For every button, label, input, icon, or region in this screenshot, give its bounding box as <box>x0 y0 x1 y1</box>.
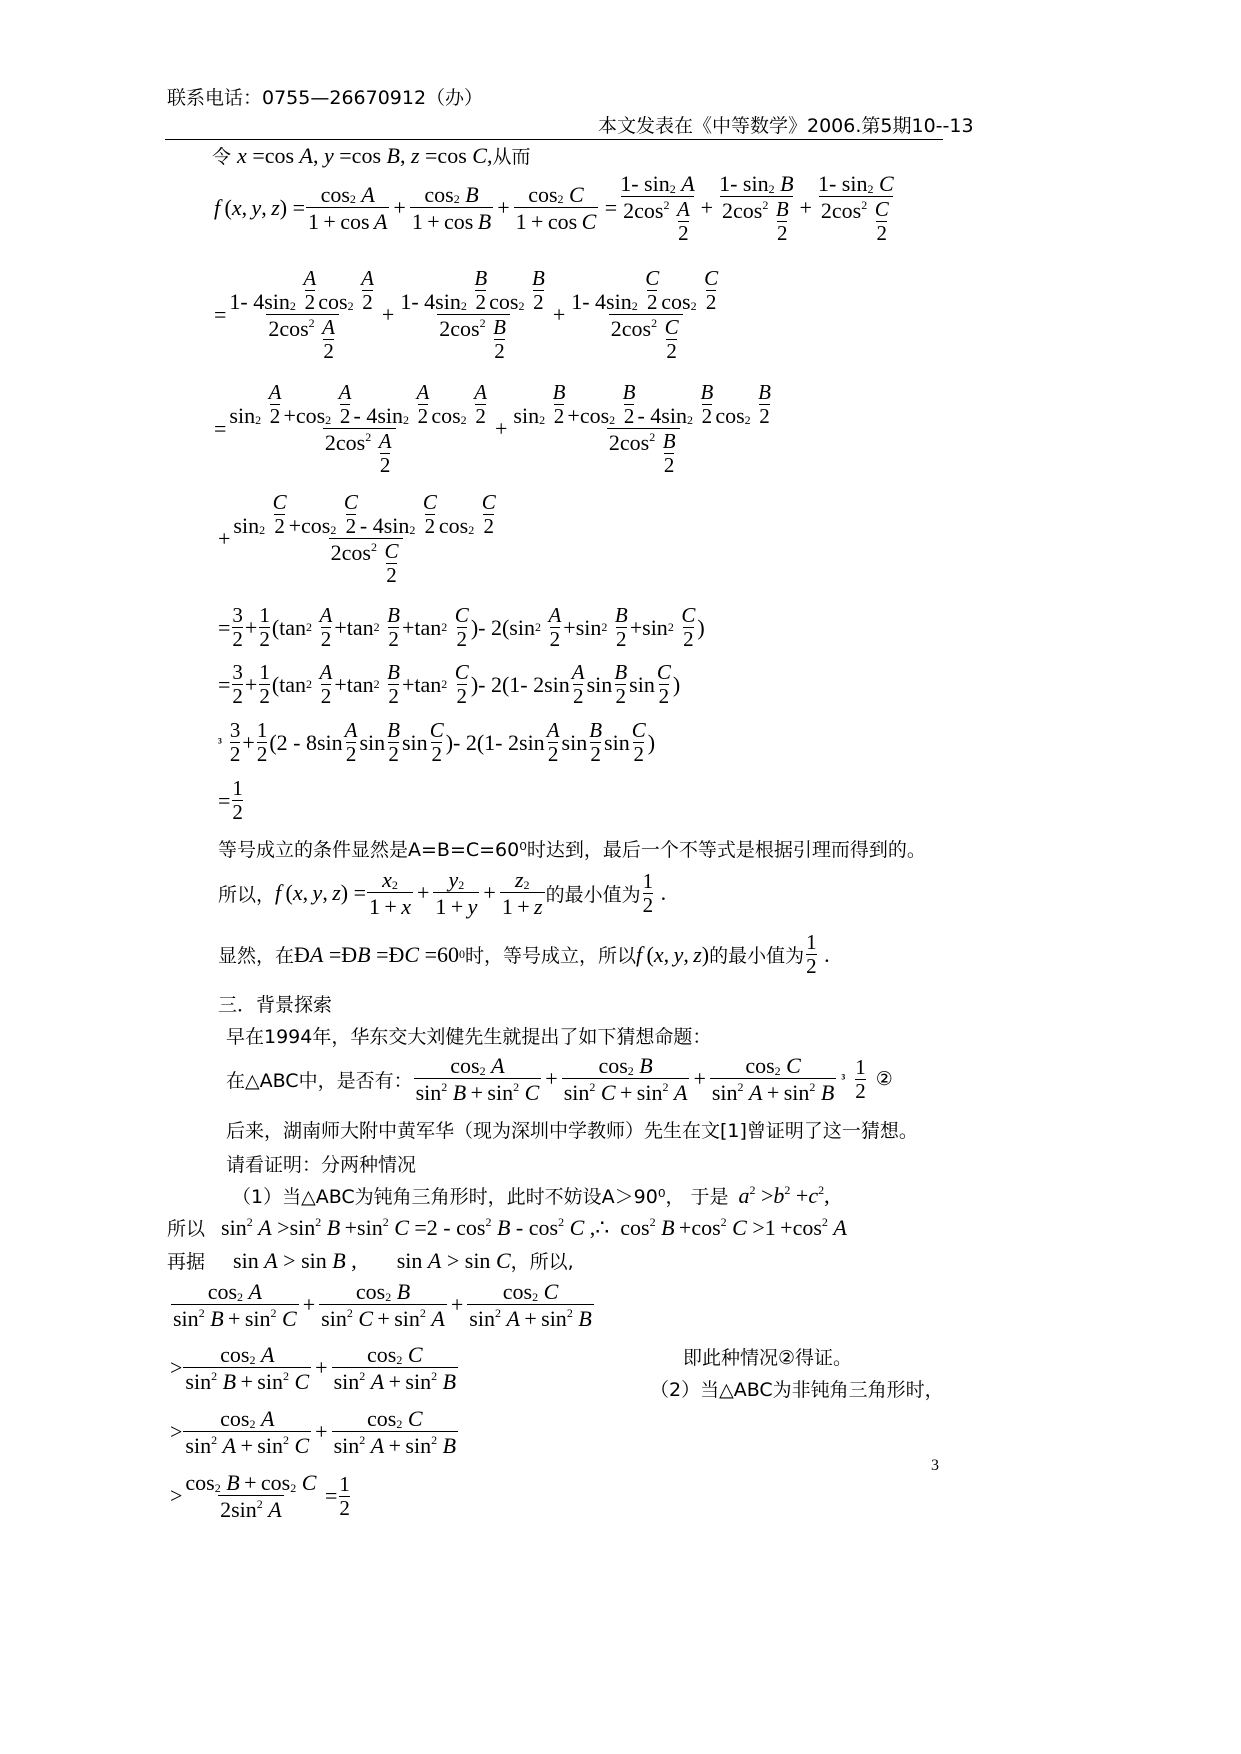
so-label: 所以 <box>167 1218 206 1240</box>
so-line: 所以 $\sin^2 A >\sin^2$ $B +\sin^2$ $C =2 - \cos^2 B - \cos^2 C$ ,∴ $\cos^2 B +\cos^2$ $C >1 +\cos^2$ A <box>167 1214 847 1240</box>
chain-line-1: cos 2 A sin 2 B + sin $^2$ C + cos 2 B sin 2 C + sin $^2$ A + cos 2 C sin 2 A + sin $^2$ B <box>173 1279 592 1332</box>
so-suffix: 的最小值为 <box>545 883 641 906</box>
obviously-mid: 时，等号成立，所以 <box>465 945 637 967</box>
conjecture-prefix: 在△ABC中，是否有： <box>226 1069 413 1092</box>
section-title: 三．背景探索 <box>218 994 333 1016</box>
equation-step-3b: + sin 2 C 2 +cos $_2$ C 2 - 4sin $_2$ C 2 cos $_2$ C 2 2cos 2 C 2 <box>218 490 496 587</box>
equation-f-definition: f ( x , y , z ) = cos 2 A 1 + cos A + cos 2 B 1 + cos B + cos 2 C 1 + cos C = 1- sin 2 A 2cos 2 A 2 + 1- sin 2 B 2cos 2 B 2 + 1- sin 2 C 2cos 2 C 2 <box>214 171 894 246</box>
geq-symbol: ³ <box>841 1071 846 1087</box>
header-divider <box>165 139 943 140</box>
publication-note: 本文发表在《中等数学》2006.第5期10--13 <box>598 115 974 137</box>
obviously-statement: 显然，在 Ð A =Ð B =Ð C =60 0 时，等号成立，所以 f ( x , y , z ) 的最小值为 1 2 . <box>218 930 830 978</box>
equality-condition-note: 等号成立的条件显然是A=B=C=60⁰时达到，最后一个不等式是根据引理而得到的。 <box>218 839 926 861</box>
equation-step-4: = 3 2 + 1 2 (tan 2 A 2 +tan 2 B 2 +tan 2 C 2 )- 2(sin 2 A 2 +sin 2 B 2 +sin 2 C 2 ) <box>218 603 705 651</box>
equation-result: = 1 2 <box>218 776 243 824</box>
equation-step-3: = sin 2 A 2 +cos $_2$ A 2 - 4sin $_2$ A 2 cos $_2$ A 2 2cos 2 A 2 + sin 2 B 2 +cos $_2$ B 2 - 4sin $_2$ B 2 cos $_2$ B 2 2cos 2 B 2 <box>214 380 771 477</box>
equation-tag: ② <box>875 1068 893 1091</box>
equation-step-5: = 3 2 + 1 2 (tan 2 A 2 +tan 2 B 2 +tan 2 C 2 )- 2(1- 2sin A 2 sin B 2 sin C 2 ) <box>218 660 681 708</box>
background-intro: 早在1994年，华东交大刘健先生就提出了如下猜想命题： <box>226 1026 712 1048</box>
chain-line-4: > cos 2 B + cos $_2$ C 2sin 2 A = 1 2 <box>170 1470 350 1523</box>
again-label: 再据 <box>167 1251 206 1273</box>
case-1-text: （1）当△ABC为钝角三角形时，此时不妨设A＞90⁰， 于是 <box>232 1186 729 1208</box>
obviously-prefix: 显然，在 <box>218 945 295 967</box>
page-number: 3 <box>931 1457 939 1474</box>
contact-phone: 联系电话：0755—26670912（办） <box>167 87 484 109</box>
obviously-suffix: 的最小值为 <box>709 945 805 967</box>
case-1-conclusion: 即此种情况②得证。 <box>683 1347 853 1369</box>
chain-line-2: > cos 2 A sin 2 B + sin $^2$ C + cos 2 C sin 2 A + sin $^2$ B <box>170 1342 457 1395</box>
so-prefix: 所以， <box>218 883 276 906</box>
equation-step-6: ³ 3 2 + 1 2 (2 - 8sin A 2 sin B 2 sin C 2 )- 2(1- 2sin A 2 sin B 2 sin C 2 ) <box>218 718 656 766</box>
proof-intro: 请看证明：分两种情况 <box>226 1154 417 1176</box>
case-2-heading: （2）当△ABC为非钝角三角形时， <box>650 1379 944 1401</box>
minimum-statement: 所以， f ( x , y , z ) = x $_2$ 1 + x + y $_2$ 1 + y + z $_2$ 1 + z 的最小值为 1 2 . <box>218 867 667 920</box>
later-proof-note: 后来，湖南师大附中黄军华（现为深圳中学教师）先生在文[1]曾证明了这一猜想。 <box>226 1120 918 1142</box>
conjecture-statement: 在△ABC中，是否有： cos 2 A sin 2 B + sin $^2$ C + cos 2 B sin 2 C + sin $^2$ A + cos 2 C sin 2 A + sin $^2$ B ³ 1 2 ② <box>226 1053 893 1106</box>
let-line: 令 x =cos A , y =cos B , z =cos C , 从而 <box>212 142 531 168</box>
equation-step-2: = 1- 4sin 2 A 2 cos $_2$ A 2 2cos 2 A 2 + 1- 4sin 2 B 2 cos $_2$ B 2 2cos 2 B 2 + 1- 4sin 2 C 2 cos $_2$ C 2 2cos 2 C 2 <box>214 266 719 363</box>
again-suffix: ，所以, <box>510 1251 574 1273</box>
chain-line-3: > cos 2 A sin 2 A + sin $^2$ C + cos 2 C sin 2 A + sin $^2$ B <box>170 1406 457 1459</box>
case-1-heading: （1）当△ABC为钝角三角形时，此时不妨设A＞90⁰， 于是 $a^2 >b^2 +c^2$, <box>232 1182 830 1208</box>
again-line: 再据 sin A > sin B , sin A > sin C ，所以, <box>167 1247 574 1273</box>
